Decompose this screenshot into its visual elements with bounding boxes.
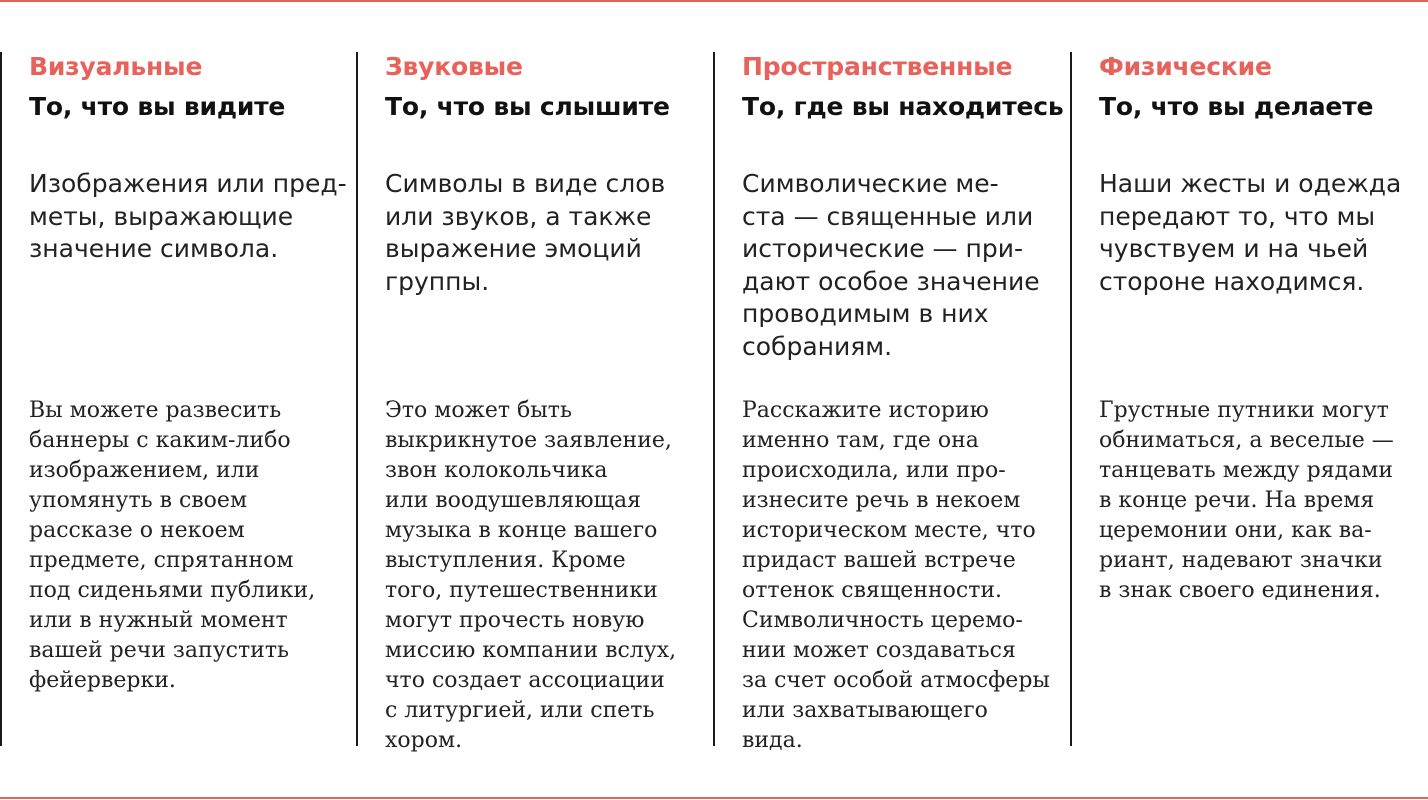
category-description: Символические ме- ста — священные или исторические — при- дают особое значение проводимым в них собраниям. — [742, 169, 1040, 361]
category-subtitle: То, что вы слышите — [385, 92, 670, 121]
category-heading: Визуальные — [29, 52, 203, 81]
column-physical — [1070, 52, 1428, 746]
category-subtitle: То, где вы находитесь — [742, 92, 1064, 121]
column-visual — [0, 52, 357, 746]
category-description: Наши жесты и одежда передают то, что мы чувствуем и на чьей стороне находимся. — [1099, 169, 1402, 296]
category-example: Расскажите историю именно там, где она происходила, или про- изнесите речь в некоем историческом месте, что придаст вашей встрече оттенок священности. Символичность церемо- нии может создаваться за счет особой атмосферы или захватывающего вида. — [742, 398, 1050, 753]
category-heading: Звуковые — [385, 52, 523, 81]
bottom-rule — [0, 797, 1428, 799]
category-subtitle: То, что вы видите — [29, 92, 286, 121]
category-example: Вы можете развесить баннеры с каким-либо изображением, или упомянуть в своем рассказе о некоем предмете, спрятанном под сиденьями публики, или в нужный момент вашей речи запустить фейерверки. — [29, 398, 316, 693]
column-audio — [356, 52, 713, 753]
category-description: Изображения или пред- меты, выражающие значение символа. — [29, 169, 347, 263]
category-example: Грустные путники могут обниматься, а веселые — танцевать между рядами в конце речи. На время церемонии они, как ва- риант, надевают значки в знак своего единения. — [1099, 398, 1394, 603]
category-heading: Пространственные — [742, 52, 1013, 81]
category-example: Это может быть выкрикнутое заявление, звон колокольчика или воодушевляющая музыка в конце вашего выступления. Кроме того, путешественники могут прочесть новую миссию компании вслух, что создает ассоциации с литургией, или спеть хором. — [385, 398, 677, 753]
column-spatial — [713, 52, 1070, 753]
category-heading: Физические — [1099, 52, 1272, 81]
category-description: Символы в виде слов или звуков, а также выражение эмоций группы. — [385, 169, 666, 296]
category-subtitle: То, что вы делаете — [1099, 92, 1374, 121]
